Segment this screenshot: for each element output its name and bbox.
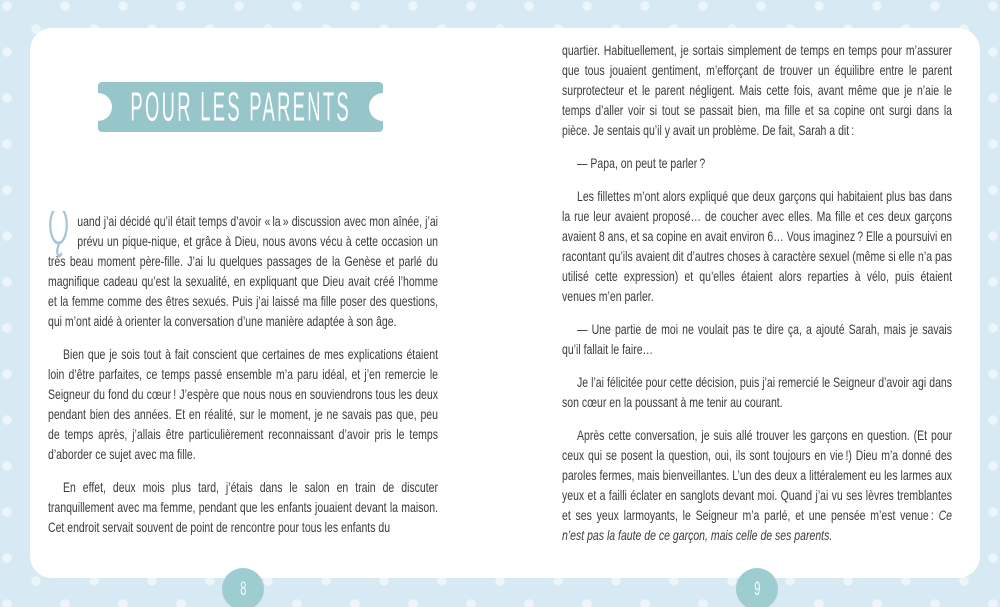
paragraph: Bien que je sois tout à fait conscient que certaines de mes explications étaient loin d’être parfaites, ce temps passé ensemble m’a paru idéal, et j’en remercie le Seigneur du fond du cœur ! J’espère que nous nous en souviendrons tous les deux pendant bien des années. Et en réalité, sur le moment, je ne savais pas que, peu de temps après, j’allais être particulièrement reconnaissant d’avoir pris le temps d’aborder ce sujet avec ma fille. (48, 346, 438, 462)
chapter-title: POUR LES PARENTS (130, 84, 351, 130)
dialogue-line: — Une partie de moi ne voulait pas te dire ça, a ajouté Sarah, mais je savais qu’il fallait le faire… (562, 321, 952, 357)
paragraph: Je l’ai félicitée pour cette décision, puis j’ai remercié le Seigneur d’avoir agi dans son cœur en la poussant à me tenir au courant. (562, 374, 952, 410)
paragraph-text: Après cette conversation, je suis allé trouver les garçons en question. (Et pour ceux qui se posent la question, oui, ils sont toujours en vie !) Dieu m’a donné des paroles fermes, mais bienveillantes. L’un des deux a littéralement eu les larmes aux yeux et a failli éclater en sanglots devant moi. Quand j’ai vu ses lèvres tremblantes et ses yeux larmoyants, le Seigneur m’a parlé, et une pensée m’est venue : (562, 427, 952, 523)
page-number-right: 9 (736, 568, 778, 607)
left-text-column (48, 211, 438, 573)
paragraph-italic-text: Ce n’est pas la faute de ce garçon, mais celle de ses parents. (562, 507, 952, 543)
paragraph: Les fillettes m’ont alors expliqué que deux garçons qui habitaient plus bas dans la rue leur avaient proposé… de coucher avec elles. Ma fille et ces deux garçons avaient 8 ans, et sa copine en avait environ 6… Vous imaginez ? Elle a poursuivi en racontant qu’ils avaient dit d’autres choses à caractère sexuel (même si elle n’a pas utilisé cette expression) et qu’elles étaient alors reparties à vélo, puis étaient venues m’en parler. (562, 188, 952, 304)
paragraph: quartier. Habituellement, je sortais simplement de temps en temps pour m’assurer que tous jouaient gentiment, m’efforçant de trouver un équilibre entre le parent surprotecteur et le parent négligent. Mais cette fois, avant même que je n’aie le temps d’aller voir si tout se passait bien, ma fille et sa copine ont surgi dans la pièce. Je sentais qu’il y avait un problème. De fait, Sarah a dit : (562, 42, 952, 138)
right-text-column (562, 40, 952, 578)
dialogue-line: — Papa, on peut te parler ? (577, 155, 706, 171)
page-number-left: 8 (222, 568, 264, 607)
drop-cap-letter-q (48, 211, 71, 251)
banner-notch-right (369, 93, 397, 121)
book-spread (30, 28, 980, 578)
paragraph-text: uand j’ai décidé qu’il était temps d’avoir « la » discussion avec mon aînée, j’ai prévu un pique-nique, et grâce à Dieu, nous avons vécu à cette occasion un très beau moment père-fille. J’ai lu quelques passages de la Genèse et parlé du magnifique cadeau qu’est la sexualité, en expliquant que Dieu avait créé l’homme et la femme comme des êtres sexués. Puis j’ai laissé ma fille poser des questions, qui m’ont aidé à orienter la conversation d’une manière adaptée à son âge. (48, 213, 438, 329)
paragraph (562, 425, 952, 545)
banner-notch-left (84, 93, 112, 121)
chapter-title-banner (98, 82, 383, 132)
paragraph (48, 211, 438, 331)
paragraph: En effet, deux mois plus tard, j’étais dans le salon en train de discuter tranquillement avec ma femme, pendant que les enfants jouaient devant la maison. Cet endroit servait souvent de point de rencontre pour tous les enfants du (48, 479, 438, 535)
